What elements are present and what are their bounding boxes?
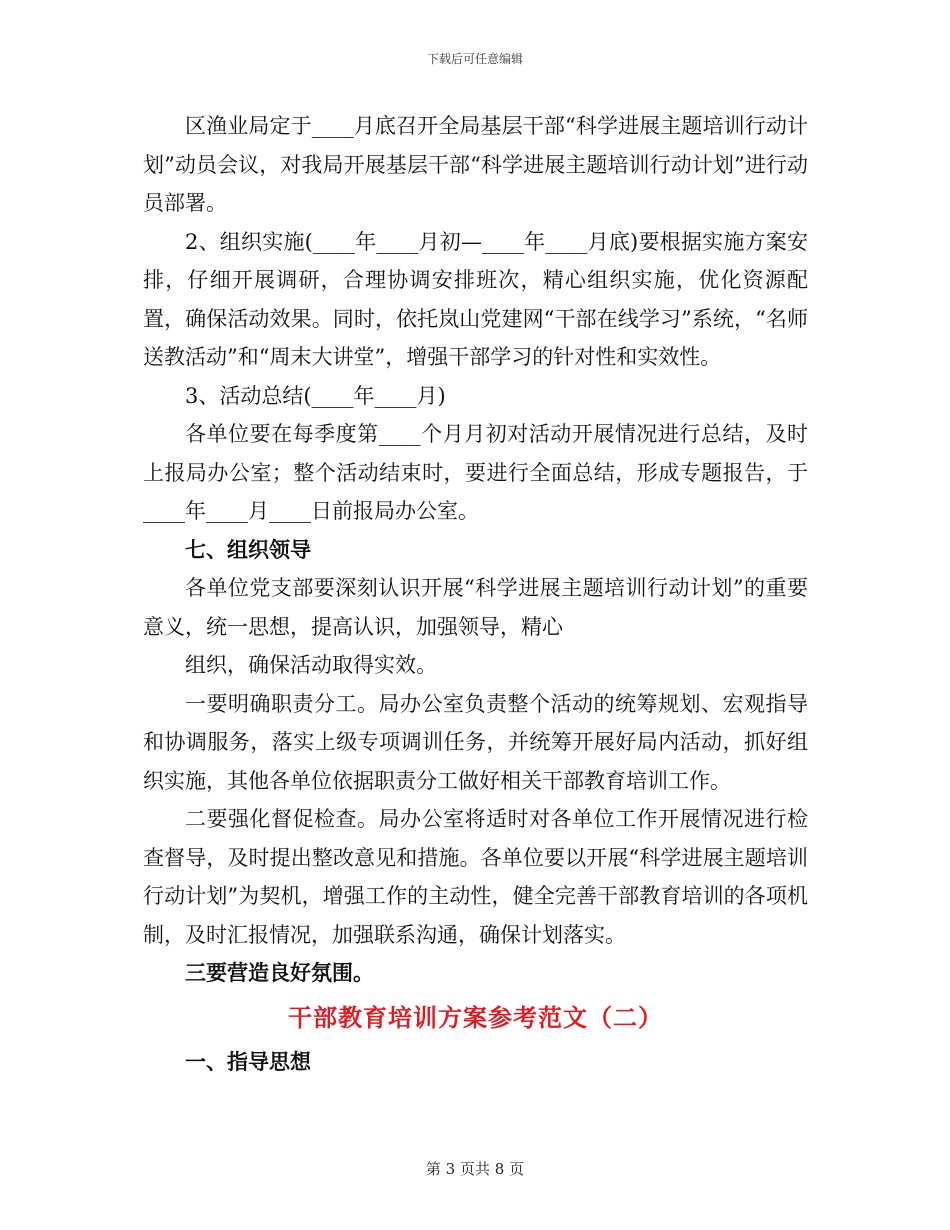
section-heading: 七、组织领导 xyxy=(185,536,311,562)
paragraph: 区渔业局定于____月底召开全局基层干部“科学进展主题培训行动计划”动员会议，对我局开展基层干部“科学进展主题培训行动计划”进行动员部署。 xyxy=(143,114,808,215)
document-title: 干部教育培训方案参考范文（二） xyxy=(288,1002,663,1032)
paragraph: 3、活动总结(____年____月) xyxy=(185,383,446,408)
bold-paragraph: 三要营造良好氛围。 xyxy=(185,960,374,985)
paragraph: 组织，确保活动取得实效。 xyxy=(185,653,437,677)
paragraph: 各单位要在每季度第____个月月初对活动开展情况进行总结，及时上报局办公室；整个活动结束时，要进行全面总结，形成专题报告，于____年____月____日前报局办公室。 xyxy=(143,422,808,523)
paragraph: 二要强化督促检查。局办公室将适时对各单位工作开展情况进行检查督导，及时提出整改意见和措施。各单位要以开展“科学进展主题培训行动计划”为契机，增强工作的主动性，健全完善干部教育培训的各项机制，及时汇报情况，加强联系沟通，确保计划落实。 xyxy=(143,807,808,947)
document-body xyxy=(143,107,808,1082)
paragraph: 一要明确职责分工。局办公室负责整个活动的统筹规划、宏观指导和协调服务，落实上级专项调训任务，并统筹开展好局内活动，抓好组织实施，其他各单位依据职责分工做好相关干部教育培训工作。 xyxy=(143,691,808,793)
page-footer: 第 3 页共 8 页 xyxy=(425,1160,525,1178)
section-heading: 一、指导思想 xyxy=(185,1049,311,1074)
page-header: 下载后可任意编辑 xyxy=(426,52,523,66)
paragraph: 各单位党支部要深刻认识开展“科学进展主题培训行动计划”的重要意义，统一思想，提高认识，加强领导，精心 xyxy=(143,576,808,639)
paragraph: 2、组织实施(____年____月初—____年____月底)要根据实施方案安排，仔细开展调研，合理协调安排班次，精心组织实施，优化资源配置，确保活动效果。同时，依托岚山党建网“干部在线学习”系统，“名师送教活动”和“周末大讲堂”，增强干部学习的针对性和实效性。 xyxy=(143,229,808,369)
